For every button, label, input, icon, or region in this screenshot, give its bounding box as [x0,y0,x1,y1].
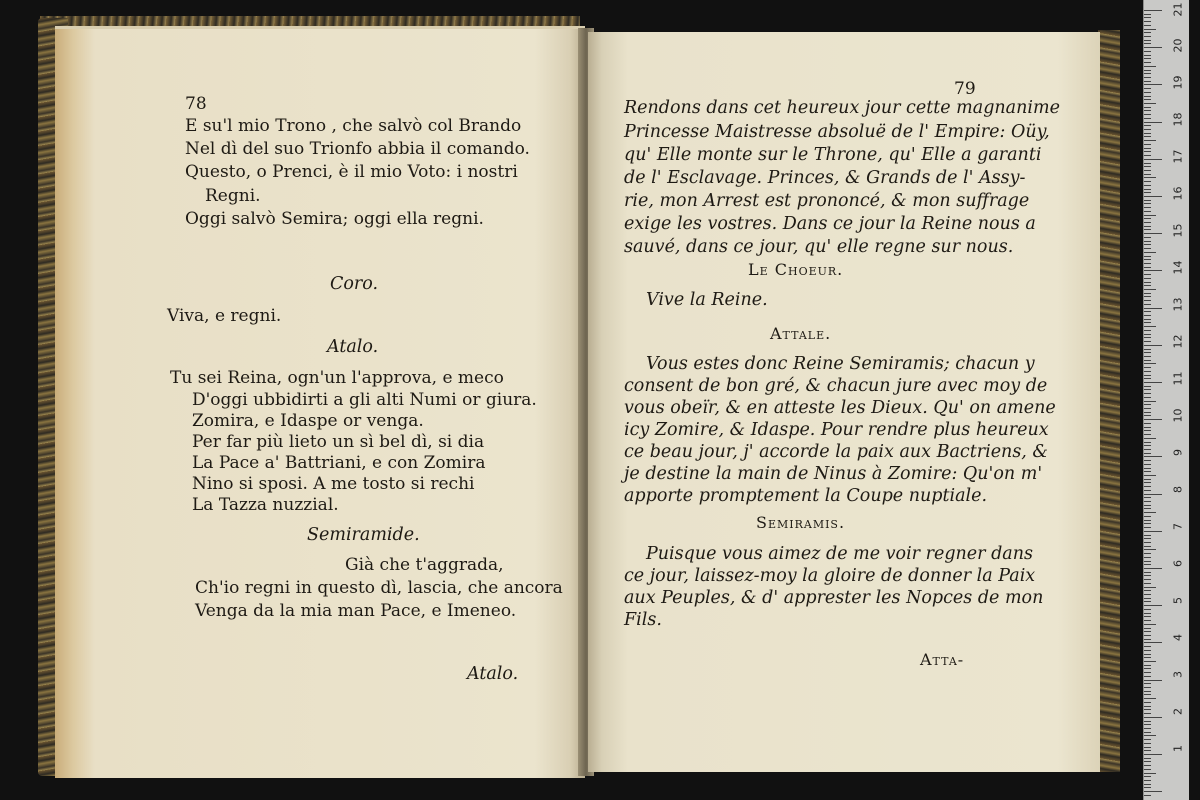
ruler-tick [1144,77,1151,78]
ruler-tick [1144,706,1151,707]
ruler-tick [1144,319,1151,320]
ruler-tick [1144,505,1151,506]
left-semiramide-line-2: Ch'io regni in questo dì, lascia, che ancora [195,578,563,598]
left-atalo-line-7: La Tazza nuzzial. [192,495,339,515]
ruler-tick [1144,311,1151,312]
ruler-tick [1144,430,1151,431]
measuring-ruler [1143,0,1189,800]
ruler-tick [1144,151,1151,152]
ruler-tick [1144,427,1151,428]
ruler-tick [1144,66,1156,67]
ruler-tick [1144,363,1156,364]
ruler-tick [1144,349,1151,350]
ruler-tick [1144,397,1151,398]
left-line-3: Questo, o Prenci, è il mio Voto: i nostri [185,162,518,182]
ruler-tick [1144,453,1151,454]
ruler-tick [1144,218,1151,219]
ruler-tick [1144,177,1156,178]
ruler-tick [1144,125,1151,126]
ruler-tick [1144,780,1151,781]
ruler-tick [1144,564,1151,565]
ruler-label: 9 [1171,449,1185,456]
ruler-tick [1144,583,1151,584]
ruler-label: 8 [1171,486,1185,493]
ruler-tick [1144,122,1162,123]
ruler-tick [1144,96,1151,97]
right-page-number: 79 [954,79,976,99]
ruler-tick [1144,17,1151,18]
ruler-tick [1144,81,1151,82]
ruler-tick [1144,136,1151,137]
ruler-tick [1144,490,1151,491]
right-line-1: Rendons dans cet heureux jour cette magnanime [624,98,1060,118]
left-catchword: Atalo. [467,664,519,684]
ruler-tick [1144,192,1151,193]
ruler-tick [1144,155,1151,156]
ruler-tick [1144,404,1151,405]
ruler-tick [1144,70,1151,71]
ruler-tick [1144,784,1151,785]
ruler-tick [1144,575,1151,576]
right-semiramis-line-2: ce jour, laissez-moy la gloire de donner la Paix [624,566,1036,586]
ruler-tick [1144,442,1151,443]
ruler-tick [1144,378,1151,379]
ruler-tick [1144,263,1151,264]
ruler-tick [1144,464,1151,465]
ruler-tick [1144,646,1151,647]
ruler-tick [1144,587,1156,588]
ruler-tick [1144,535,1151,536]
ruler-tick [1144,538,1151,539]
ruler-tick [1144,765,1151,766]
ruler-tick [1144,226,1151,227]
right-attale-line-7: apporte promptement la Coupe nuptiale. [624,486,988,506]
ruler-tick [1144,345,1162,346]
ruler-tick [1144,449,1151,450]
ruler-tick [1144,475,1156,476]
ruler-tick [1144,438,1156,439]
left-line-5: Oggi salvò Semira; oggi ella regni. [185,209,484,229]
ruler-tick [1144,401,1156,402]
ruler-tick [1144,267,1151,268]
ruler-tick [1144,140,1156,141]
ruler-tick [1144,99,1151,100]
ruler-tick [1144,434,1151,435]
left-atalo-line-5: La Pace a' Battriani, e con Zomira [192,453,486,473]
ruler-label: 6 [1171,560,1185,567]
ruler-tick [1144,598,1151,599]
ruler-tick [1144,270,1162,271]
ruler-tick [1144,557,1151,558]
left-speaker-atalo: Atalo. [327,337,379,357]
ruler-tick [1144,791,1162,792]
ruler-tick [1144,721,1151,722]
ruler-tick [1144,55,1151,56]
ruler-tick [1144,129,1151,130]
ruler-tick [1144,732,1151,733]
ruler-tick [1144,308,1162,309]
ruler-tick [1144,282,1151,283]
ruler-tick [1144,568,1162,569]
ruler-tick [1144,642,1162,643]
ruler-tick [1144,237,1151,238]
ruler-tick [1144,549,1156,550]
right-catchword: Atta- [920,650,965,669]
ruler-tick [1144,546,1151,547]
left-line-4: Regni. [205,186,261,206]
ruler-tick [1144,337,1151,338]
ruler-tick [1144,215,1156,216]
ruler-tick [1144,159,1162,160]
ruler-tick [1144,285,1151,286]
ruler-label: 11 [1171,371,1185,386]
ruler-label: 17 [1171,149,1185,164]
ruler-tick [1144,382,1162,383]
right-speaker-choeur: Le Choeur. [748,260,844,279]
ruler-tick [1144,144,1151,145]
ruler-tick [1144,289,1156,290]
left-line-2: Nel dì del suo Trionfo abbia il comando. [185,139,530,159]
ruler-tick [1144,605,1162,606]
ruler-tick [1144,613,1151,614]
ruler-label: 19 [1171,75,1185,90]
ruler-tick [1144,601,1151,602]
ruler-tick [1144,278,1151,279]
right-speaker-semiramis: Semiramis. [756,513,846,532]
ruler-tick [1144,594,1151,595]
ruler-tick [1144,148,1151,149]
ruler-tick [1144,166,1151,167]
left-speaker-coro: Coro. [330,274,379,294]
right-attale-line-3: vous obeïr, & en atteste les Dieux. Qu' on amene [624,398,1056,418]
ruler-tick [1144,713,1151,714]
ruler-tick [1144,668,1151,669]
ruler-tick [1144,352,1151,353]
ruler-tick [1144,189,1151,190]
ruler-tick [1144,356,1151,357]
ruler-tick [1144,248,1151,249]
ruler-tick [1144,631,1151,632]
left-speaker-semiramide: Semiramide. [307,525,420,545]
left-line-1: E su'l mio Trono , che salvò col Brando [185,116,522,136]
left-atalo-line-4: Per far più lieto un sì bel dì, si dia [192,432,485,452]
left-atalo-line-2: D'oggi ubbidirti a gli alti Numi or giura. [192,390,537,410]
ruler-tick [1144,304,1151,305]
ruler-tick [1144,103,1156,104]
ruler-tick [1144,62,1151,63]
ruler-tick [1144,389,1151,390]
ruler-tick [1144,241,1151,242]
ruler-tick [1144,84,1162,85]
ruler-tick [1144,561,1151,562]
right-line-2: Princesse Maistresse absoluë de l' Empire: Oüy, [624,122,1050,142]
right-line-5: rie, mon Arrest est prononcé, & mon suffrage [624,191,1030,211]
ruler-tick [1144,758,1151,759]
ruler-tick [1144,776,1151,777]
right-page [588,32,1100,772]
left-semiramide-line-1: Già che t'aggrada, [345,555,504,575]
ruler-tick [1144,769,1151,770]
ruler-tick [1144,754,1162,755]
ruler-tick [1144,73,1151,74]
ruler-tick [1144,657,1151,658]
ruler-tick [1144,508,1151,509]
left-page-number: 78 [185,94,207,114]
ruler-tick [1144,92,1151,93]
left-atalo-line-3: Zomira, e Idaspe or venga. [192,411,424,431]
ruler-label: 14 [1171,260,1185,275]
ruler-tick [1144,170,1151,171]
ruler-tick [1144,200,1151,201]
ruler-tick [1144,542,1151,543]
ruler-tick [1144,709,1151,710]
ruler-tick [1144,795,1151,796]
ruler-tick [1144,665,1151,666]
marbled-cover-right [1098,30,1120,772]
ruler-tick [1144,51,1151,52]
ruler-tick [1144,468,1151,469]
ruler-tick [1144,163,1151,164]
ruler-tick [1144,620,1151,621]
ruler-tick [1144,628,1151,629]
ruler-tick [1144,118,1151,119]
ruler-tick [1144,497,1151,498]
ruler-tick [1144,482,1151,483]
ruler-tick [1144,687,1151,688]
ruler-label: 2 [1171,708,1185,715]
ruler-tick [1144,360,1151,361]
right-attale-line-4: icy Zomire, & Idaspe. Pour rendre plus heureux [624,420,1049,440]
ruler-tick [1144,501,1151,502]
right-line-3: qu' Elle monte sur le Throne, qu' Elle a garanti [624,145,1042,165]
ruler-tick [1144,21,1151,22]
ruler-tick [1144,32,1151,33]
ruler-tick [1144,516,1151,517]
ruler-tick [1144,114,1151,115]
ruler-tick [1144,107,1151,108]
ruler-label: 1 [1171,745,1185,752]
ruler-tick [1144,724,1151,725]
ruler-tick [1144,25,1151,26]
left-atalo-line-1: Tu sei Reina, ogn'un l'approva, e meco [170,368,504,388]
ruler-tick [1144,419,1162,420]
ruler-tick [1144,43,1151,44]
ruler-tick [1144,761,1151,762]
left-atalo-line-6: Nino si sposi. A me tosto si rechi [192,474,475,494]
ruler-tick [1144,743,1151,744]
ruler-tick [1144,315,1151,316]
ruler-tick [1144,174,1151,175]
ruler-tick [1144,494,1162,495]
ruler-tick [1144,203,1151,204]
left-semiramide-line-3: Venga da la mia man Pace, e Imeneo. [195,601,517,621]
ruler-tick [1144,196,1162,197]
ruler-label: 18 [1171,112,1185,127]
ruler-tick [1144,29,1156,30]
right-semiramis-line-3: aux Peuples, & d' apprester les Nopces de mon [624,588,1044,608]
ruler-tick [1144,375,1151,376]
ruler-tick [1144,672,1151,673]
ruler-label: 13 [1171,297,1185,312]
right-speaker-attale: Attale. [770,324,832,343]
ruler-label: 16 [1171,186,1185,201]
ruler-tick [1144,661,1156,662]
ruler-tick [1144,47,1162,48]
ruler-tick [1144,471,1151,472]
ruler-tick [1144,479,1151,480]
ruler-tick [1144,735,1156,736]
ruler-tick [1144,133,1151,134]
ruler-tick [1144,486,1151,487]
left-page [55,26,585,778]
ruler-tick [1144,572,1151,573]
ruler-tick [1144,750,1151,751]
ruler-tick [1144,650,1151,651]
ruler-tick [1144,256,1151,257]
ruler-tick [1144,274,1151,275]
ruler-tick [1144,252,1156,253]
ruler-tick [1144,415,1151,416]
ruler-tick [1144,58,1151,59]
right-attale-line-6: je destine la main de Ninus à Zomire: Qu'on m' [624,464,1043,484]
ruler-tick [1144,341,1151,342]
ruler-tick [1144,460,1151,461]
ruler-tick [1144,683,1151,684]
right-semiramis-line-1: Puisque vous aimez de me voir regner dans [646,544,1033,564]
ruler-tick [1144,520,1151,521]
ruler-tick [1144,590,1151,591]
ruler-tick [1144,698,1156,699]
right-semiramis-line-4: Fils. [624,610,662,630]
ruler-tick [1144,326,1156,327]
ruler-label: 3 [1171,671,1185,678]
ruler-tick [1144,739,1151,740]
ruler-label: 20 [1171,38,1185,53]
right-line-6: exige les vostres. Dans ce jour la Reine nous a [624,214,1036,234]
ruler-label: 4 [1171,634,1185,641]
right-line-4: de l' Esclavage. Princes, & Grands de l' Assy- [624,168,1026,188]
ruler-tick [1144,717,1162,718]
ruler-tick [1144,747,1151,748]
ruler-tick [1144,579,1151,580]
ruler-tick [1144,702,1151,703]
ruler-tick [1144,88,1151,89]
ruler-tick [1144,445,1151,446]
ruler-tick [1144,110,1151,111]
right-attale-line-2: consent de bon gré, & chacun jure avec moy de [624,376,1048,396]
right-attale-line-5: ce beau jour, j' accorde la paix aux Bactriens, & [624,442,1048,462]
ruler-tick [1144,639,1151,640]
ruler-tick [1144,527,1151,528]
ruler-tick [1144,211,1151,212]
ruler-tick [1144,531,1162,532]
ruler-tick [1144,728,1151,729]
ruler-tick [1144,371,1151,372]
ruler-tick [1144,300,1151,301]
ruler-tick [1144,635,1151,636]
ruler-tick [1144,322,1151,323]
right-speech-choeur: Vive la Reine. [646,290,768,310]
ruler-tick [1144,523,1151,524]
ruler-tick [1144,367,1151,368]
right-attale-line-1: Vous estes donc Reine Semiramis; chacun y [646,354,1035,374]
ruler-tick [1144,259,1151,260]
ruler-label: 10 [1171,408,1185,423]
ruler-tick [1144,654,1151,655]
ruler-tick [1144,393,1151,394]
ruler-label: 7 [1171,523,1185,530]
ruler-tick [1144,609,1151,610]
ruler-tick [1144,185,1151,186]
ruler-label: 15 [1171,223,1185,238]
ruler-tick [1144,553,1151,554]
ruler-tick [1144,233,1162,234]
ruler-tick [1144,207,1151,208]
ruler-tick [1144,330,1151,331]
ruler-tick [1144,680,1162,681]
ruler-tick [1144,40,1151,41]
ruler-tick [1144,616,1151,617]
ruler-tick [1144,691,1151,692]
ruler-tick [1144,386,1151,387]
ruler-label: 12 [1171,334,1185,349]
ruler-label: 5 [1171,597,1185,604]
ruler-tick [1144,787,1151,788]
ruler-tick [1144,624,1156,625]
ruler-tick [1144,676,1151,677]
ruler-label: 21 [1171,2,1185,17]
ruler-tick [1144,412,1151,413]
ruler-tick [1144,512,1156,513]
ruler-tick [1144,10,1162,11]
ruler-tick [1144,14,1151,15]
ruler-tick [1144,293,1151,294]
ruler-tick [1144,694,1151,695]
ruler-tick [1144,181,1151,182]
right-line-7: sauvé, dans ce jour, qu' elle regne sur nous. [624,237,1014,257]
left-speech-coro: Viva, e regni. [167,306,282,326]
ruler-tick [1144,296,1151,297]
ruler-tick [1144,408,1151,409]
ruler-tick [1144,244,1151,245]
ruler-tick [1144,36,1151,37]
ruler-tick [1144,229,1151,230]
ruler-tick [1144,773,1156,774]
ruler-tick [1144,423,1151,424]
ruler-tick [1144,222,1151,223]
ruler-tick [1144,334,1151,335]
ruler-tick [1144,456,1162,457]
